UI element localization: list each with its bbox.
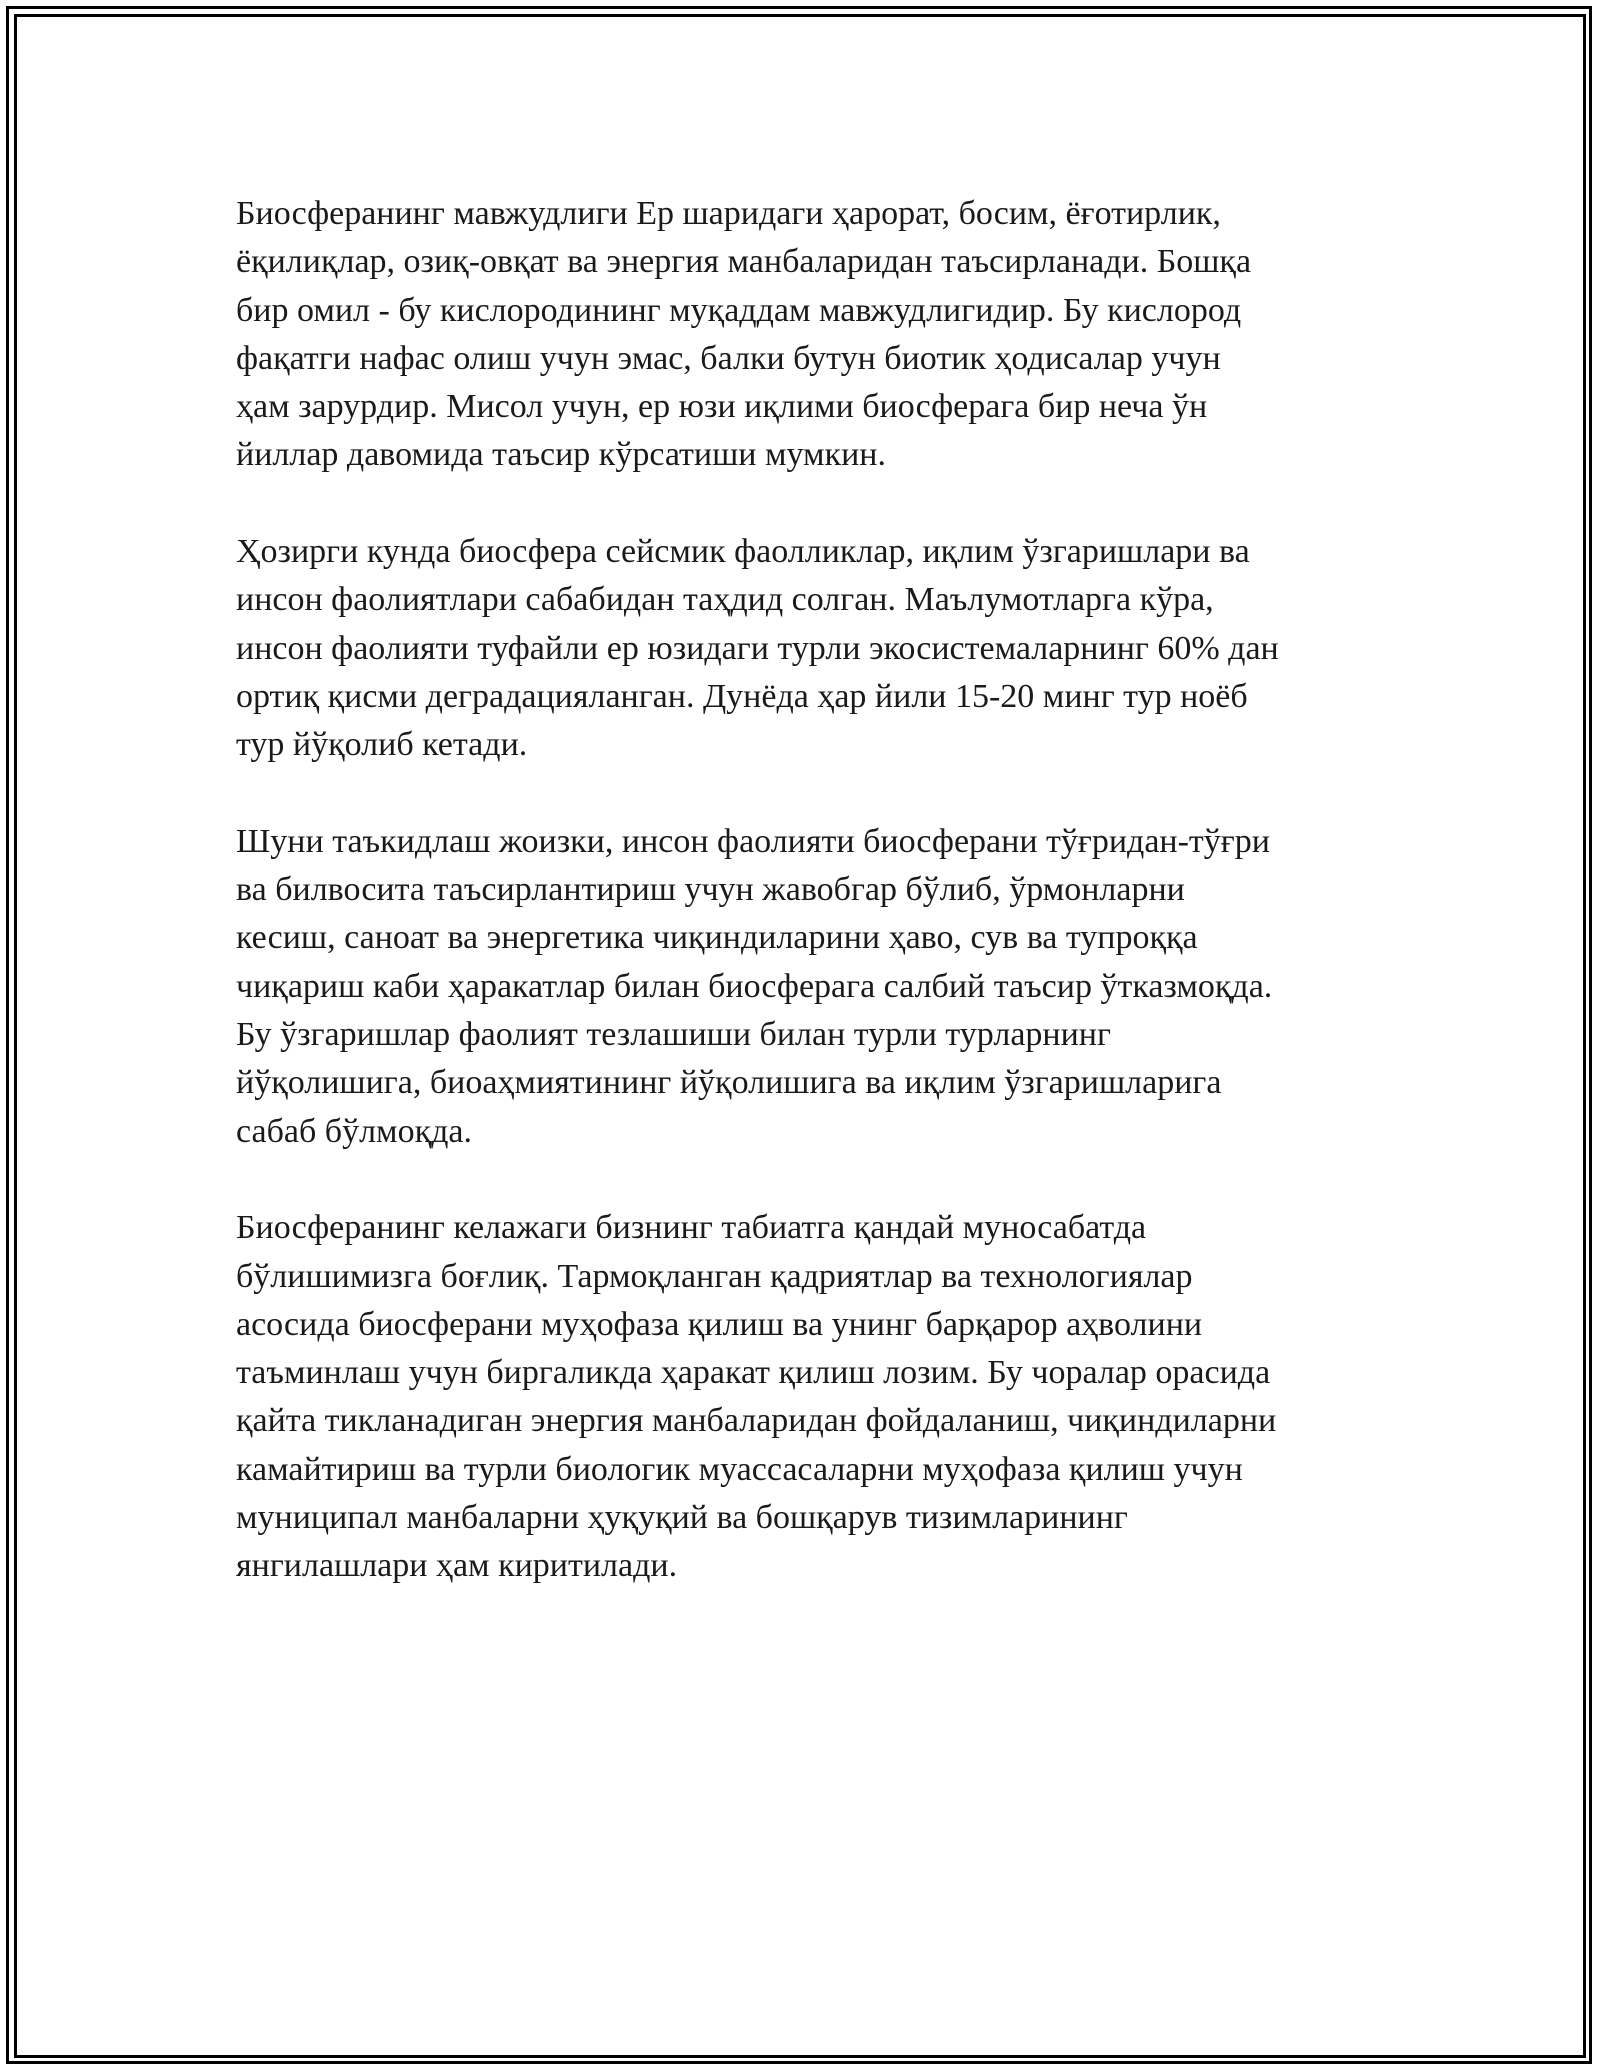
text-line: янгилашлари ҳам киритилади. <box>236 1547 678 1585</box>
paragraph-4 <box>236 1204 1376 1590</box>
text-line: қайта тикланадиган энергия манбаларидан фойдаланиш, чиқиндиларни <box>236 1402 1277 1440</box>
text-line: Биосферанинг келажаги бизнинг табиатга қандай муносабатда <box>236 1209 1147 1247</box>
text-line: камайтириш ва турли биологик муассасаларни муҳофаза қилиш учун <box>236 1450 1243 1488</box>
text-line: бўлишимизга боғлиқ. Тармоқланган қадриятлар ва технологиялар <box>236 1257 1193 1295</box>
text-line: бир омил - бу кислородининг муқаддам мавжудлигидир. Бу кислород <box>236 291 1242 329</box>
text-line: муниципал манбаларни ҳуқуқий ва бошқарув тизимларининг <box>236 1499 1128 1537</box>
text-line: инсон фаолиятлари сабабидан таҳдид солган. Маълумотларга кўра, <box>236 581 1214 619</box>
text-line: Ҳозирги кунда биосфера сейсмик фаолликлар, иқлим ўзгаришлари ва <box>236 533 1250 571</box>
text-line: тур йўқолиб кетади. <box>236 726 528 764</box>
text-line: Биосферанинг мавжудлиги Ер шаридаги ҳарорат, босим, ёғотирлик, <box>236 195 1221 232</box>
text-line: ортиқ қисми деградацияланган. Дунёда ҳар йили 15-20 минг тур ноёб <box>236 677 1248 715</box>
text-line: Шуни таъкидлаш жоизки, инсон фаолияти биосферани тўғридан-тўғри <box>236 822 1270 860</box>
text-line: чиқариш каби ҳаракатлар билан биосферага салбий таъсир ўтказмоқда. <box>236 967 1273 1005</box>
text-line: ҳам зарурдир. Мисол учун, ер юзи иқлими биосферага бир неча ўн <box>236 388 1208 426</box>
text-line: фақатги нафас олиш учун эмас, балки бутун биотик ҳодисалар учун <box>236 339 1221 377</box>
text-line: асосида биосферани муҳофаза қилиш ва унинг барқарор аҳволини <box>236 1305 1203 1343</box>
text-line: ва билвосита таъсирлантириш учун жавобгар бўлиб, ўрмонларни <box>236 871 1185 909</box>
paragraph-3 <box>236 818 1376 1156</box>
text-line: инсон фаолияти туфайли ер юзидаги турли экосистемаларнинг 60% дан <box>236 629 1279 667</box>
text-line: йиллар давомида таъсир кўрсатиши мумкин. <box>236 436 886 474</box>
document-body <box>236 190 1376 1639</box>
paragraph-2 <box>236 528 1376 769</box>
text-line: йўқолишига, биоаҳмиятининг йўқолишига ва иқлим ўзгаришларига <box>236 1064 1222 1102</box>
text-line: таъминлаш учун биргаликда ҳаракат қилиш лозим. Бу чоралар орасида <box>236 1354 1271 1392</box>
text-line: сабаб бўлмоқда. <box>236 1112 472 1150</box>
text-line: Бу ўзгаришлар фаолият тезлашиши билан турли турларнинг <box>236 1016 1111 1054</box>
text-line: ёқилиқлар, озиқ-овқат ва энергия манбаларидан таъсирланади. Бошқа <box>236 243 1252 281</box>
text-line: кесиш, саноат ва энергетика чиқиндиларини ҳаво, сув ва тупроққа <box>236 919 1198 957</box>
paragraph-1 <box>236 190 1376 480</box>
